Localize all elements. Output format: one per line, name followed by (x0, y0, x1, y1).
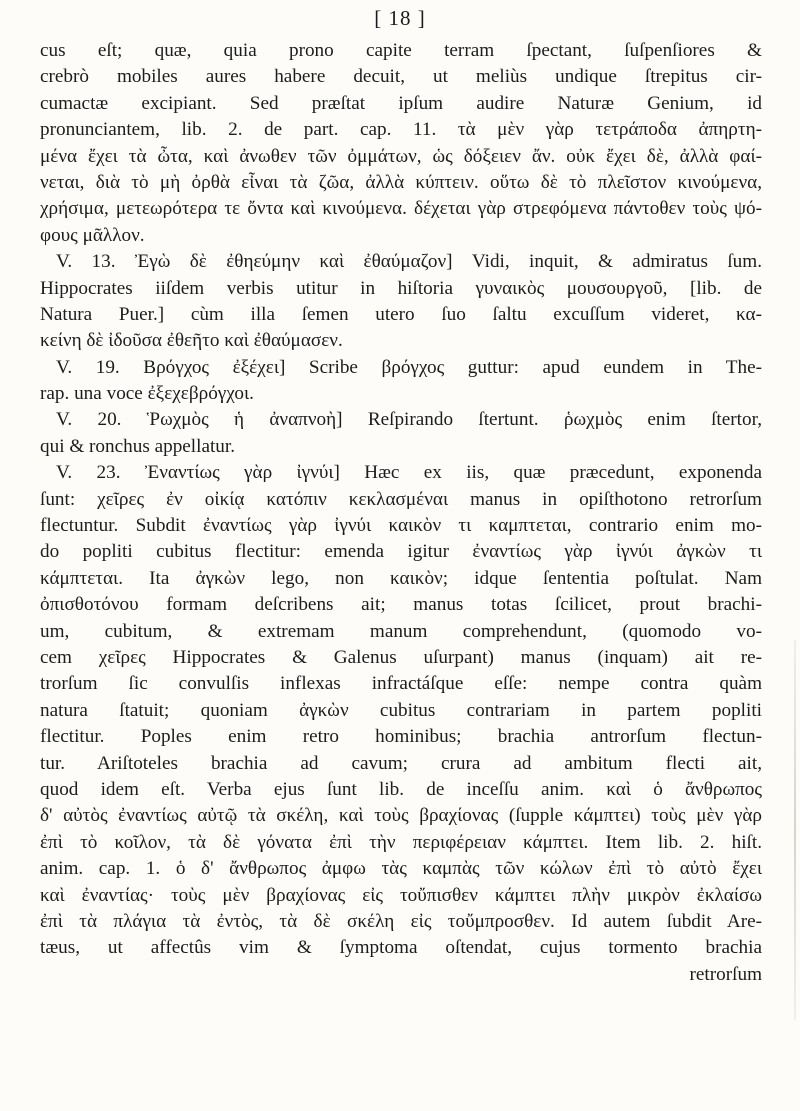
text-line: κάμπτεται. Ita ἀγκὼν lego, non καικὸν; idque ſententia poſtulat. Nam (40, 567, 762, 589)
text-line: crebrò mobiles aures habere decuit, ut meliùs undique ſtrepitus cir- (40, 66, 762, 88)
text-line: anim. cap. 1. ὁ δ' ἄνθρωπος ἀμφω τὰς καμπὰς τῶν κώλων ἐπὶ τὸ αὐτὸ ἔχει (40, 858, 762, 880)
text-line: Hippocrates iiſdem verbis utitur in hiſtoria γυναικὸς μουσουργοῦ, [lib. de (40, 277, 762, 299)
text-line: tæus, ut affectûs vim & ſymptoma oſtendat, cujus tormento brachia (40, 937, 762, 959)
text-line: κείνη δὲ ἰδοῦσα ἐθεῆτο καὶ ἐθαύμασεν. (40, 330, 343, 352)
page-edge-shadow (794, 640, 796, 1020)
text-line: rap. una voce ἐξεχεβρόγχοι. (40, 383, 254, 405)
text-line: natura ſtatuit; quoniam ἀγκὼν cubitus contrariam in partem popliti (40, 699, 762, 721)
text-line: pronunciantem, lib. 2. de part. cap. 11. τὰ μὲν γὰρ τετράποδα ἀπηρτη- (40, 119, 762, 141)
text-line: φους μᾶλλον. (40, 224, 145, 246)
text-line: ſunt: χεῖρες ἐν οἰκίᾳ κατόπιν κεκλασμέναι manus in opiſthotono retrorſum (40, 488, 762, 510)
text-line: V. 23. Ἐναντίως γὰρ ἰγνύι] Hæc ex iis, quæ præcedunt, exponenda (56, 462, 762, 484)
text-line: retrorſum (689, 963, 762, 985)
text-line: um, cubitum, & extremam manum comprehendunt, (quomodo vo- (40, 620, 762, 642)
text-line: δ' αὐτὸς ἐναντίως αὐτῷ τὰ σκέλη, καὶ τοὺς βραχίονας (ſupple κάμπτει) τοὺς μὲν γὰρ (40, 805, 762, 827)
text-line: trorſum ſic convulſis inflexas infractáſque eſſe: nempe contra quàm (40, 673, 762, 695)
text-line: V. 19. Βρόγχος ἐξέχει] Scribe βρόγχος guttur: apud eundem in The- (56, 356, 762, 378)
text-body (40, 38, 762, 988)
text-line: cem χεῖρες Hippocrates & Galenus uſurpant) manus (inquam) ait re- (40, 646, 762, 668)
text-line: do popliti cubitus flectitur: emenda igitur ἐναντίως γὰρ ἰγνύι ἀγκὼν τι (40, 541, 762, 563)
text-line: tur. Ariſtoteles brachia ad cavum; crura ad ambitum flecti ait, (40, 752, 762, 774)
text-line: Natura Puer.] cùm illa ſemen utero ſuo ſaltu excuſſum videret, κα- (40, 303, 762, 325)
text-line: καὶ ἐναντίας· τοὺς μὲν βραχίονας εἰς τοὔπισθεν κάμπτει πλὴν μικρὸν ἐκλαίσω (40, 884, 762, 906)
text-line: χρήσιμα, μετεωρότερα τε ὄντα καὶ κινούμενα. δέχεται γὰρ στρεφόμενα πάντοθεν τοὺς ψό- (40, 198, 762, 220)
text-line: qui & ronchus appellatur. (40, 435, 236, 457)
text-line: cus eſt; quæ, quia prono capite terram ſpectant, ſuſpenſiores & (40, 40, 762, 61)
page-number: [ 18 ] (374, 6, 426, 30)
text-line: flectitur. Poples enim retro hominibus; brachia antrorſum flectun- (40, 726, 762, 748)
text-line: ἐπὶ τὰ πλάγια τὰ ἐντὸς, τὰ δὲ σκέλη εἰς τοὔμπροσθεν. Id autem ſubdit Are- (40, 910, 762, 932)
text-line: μένα ἔχει τὰ ὦτα, καὶ ἀνωθεν τῶν ὀμμάτων, ὡς δόξειεν ἄν. οὐκ ἔχει δὲ, ἀλλὰ φαί- (40, 145, 762, 167)
text-line: V. 13. Ἐγὼ δὲ ἐθηεύμην καὶ ἐθαύμαζον] Vidi, inquit, & admiratus ſum. (56, 251, 762, 273)
text-line: ἐπὶ τὸ κοῖλον, τὰ δὲ γόνατα ἐπὶ τὴν περιφέρειαν κάμπτει. Item lib. 2. hiſt. (40, 831, 762, 853)
text-line: νεται, διὰ τὸ μὴ ὀρθὰ εἶναι τὰ ζῶα, ἀλλὰ κύπτειν. οὕτω δὲ τὸ πλεῖστον κινούμενα, (40, 171, 762, 193)
text-line: quod idem eſt. Verba ejus ſunt lib. de inceſſu anim. καὶ ὁ ἄνθρωπος (40, 778, 762, 800)
text-line: ὀπισθοτόνου formam deſcribens ait; manus totas ſcilicet, prout brachi- (40, 594, 762, 616)
text-line: cumactæ excipiant. Sed præſtat ipſum audire Naturæ Genium, id (40, 92, 762, 114)
text-line: V. 20. Ῥωχμὸς ἡ ἀναπνοὴ] Reſpirando ſtertunt. ῥωχμὸς enim ſtertor, (56, 409, 762, 431)
text-line: flectuntur. Subdit ἐναντίως γὰρ ἰγνύι καικὸν τι καμπτεται, contrario enim mo- (40, 515, 762, 537)
